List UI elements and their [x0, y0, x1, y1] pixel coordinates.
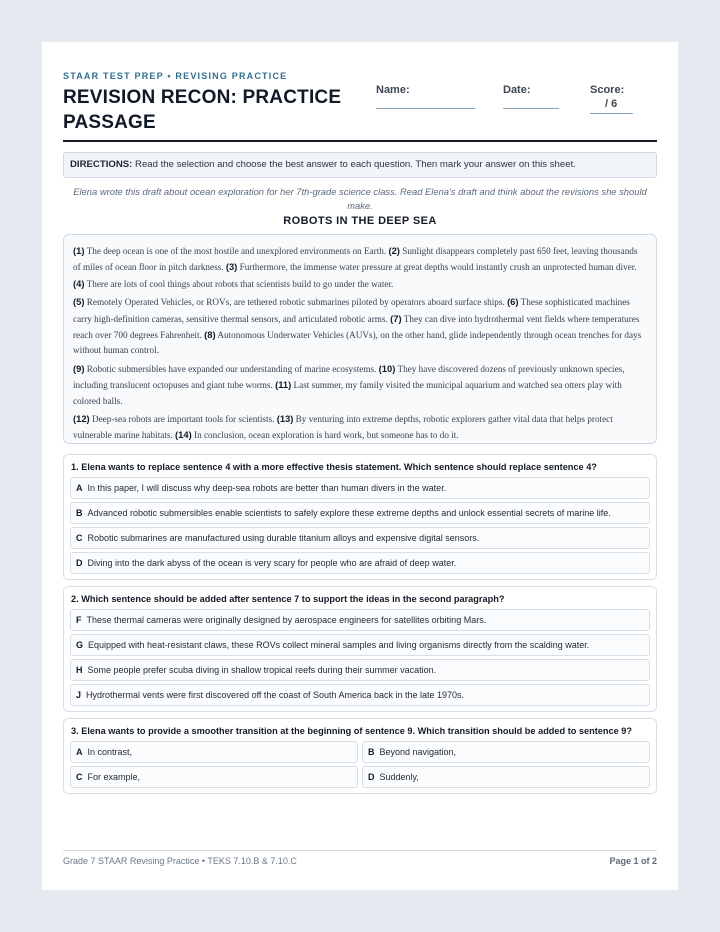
- option-text: For example,: [87, 772, 141, 782]
- score-field[interactable]: [590, 84, 625, 110]
- paragraph-2: [73, 294, 647, 359]
- sentence-number: (4): [73, 277, 85, 289]
- option-letter: B: [76, 508, 83, 518]
- option-row: [70, 741, 650, 766]
- sentence-number: (1): [73, 245, 85, 256]
- answer-option-d[interactable]: [362, 766, 650, 788]
- option-letter: D: [368, 772, 375, 782]
- passage-title: ROBOTS IN THE DEEP SEA: [283, 215, 437, 227]
- sentence-number: (5): [73, 296, 85, 308]
- paragraph-1: [73, 243, 647, 292]
- score-total: / 6: [605, 98, 618, 110]
- header-rule: [63, 140, 657, 142]
- worksheet-page: [42, 42, 678, 890]
- option-row: [70, 766, 650, 788]
- answer-option-b[interactable]: [70, 502, 650, 524]
- option-letter: C: [76, 772, 83, 782]
- sentence-number: (12): [73, 413, 90, 425]
- footer-rule: [63, 850, 657, 851]
- sentence-text: Autonomous Underwater Vehicles (AUVs), on the other hand, glide independently through ocean trenches for days without human control.: [73, 330, 642, 356]
- question-2: [63, 586, 657, 712]
- sentence-text: They have discovered dozens of previously unknown species, including translucent octopuses and giant tube worms.: [73, 363, 625, 391]
- option-letter: J: [76, 690, 82, 700]
- answer-option-a[interactable]: [70, 741, 358, 763]
- page-title: REVISION RECON: PRACTICE PASSAGE: [63, 87, 342, 133]
- option-text: Some people prefer scuba diving in shallow tropical reefs during their summer vacation.: [87, 665, 437, 675]
- sentence-number: (14): [175, 429, 192, 441]
- option-letter: B: [368, 747, 375, 757]
- name-line[interactable]: [376, 108, 475, 109]
- answer-option-c[interactable]: [70, 527, 650, 549]
- sentence-number: (3): [225, 261, 238, 273]
- answer-option-a[interactable]: [70, 477, 650, 499]
- sentence-text: Deep-sea robots are important tools for scientists.: [91, 414, 275, 425]
- score-line[interactable]: [590, 113, 633, 114]
- option-text: Diving into the dark abyss of the ocean is very scary for people who are afraid of deep water.: [87, 558, 457, 568]
- date-line[interactable]: [503, 108, 559, 109]
- option-text: Beyond navigation,: [379, 747, 457, 757]
- question-text: 1. Elena wants to replace sentence 4 with a more effective thesis statement. Which sentence should replace sentence 4?: [71, 462, 597, 472]
- sentence-text: These sophisticated machines carry high-definition cameras, sensitive thermal sensors, and articulated robotic arms.: [73, 297, 630, 324]
- option-text: Hydrothermal vents were first discovered off the coast of South America back in the late 1970s.: [86, 690, 465, 700]
- sentence-number: (2): [388, 245, 400, 256]
- sentence-number: (7): [390, 312, 402, 324]
- answer-option-j[interactable]: [70, 684, 650, 706]
- answer-option-h[interactable]: [70, 659, 650, 681]
- date-field[interactable]: [503, 84, 531, 96]
- sentence-number: (6): [507, 296, 519, 308]
- sentence-number: (8): [204, 329, 216, 341]
- question-3: [63, 718, 657, 794]
- option-letter: H: [76, 665, 83, 675]
- sentence-text: Remotely Operated Vehicles, or ROVs, are tethered robotic submarines piloted by operators aboard surface ships.: [86, 297, 505, 308]
- sentence-text: Furthermore, the immense water pressure at great depths would instantly crush an unprotected human diver.: [239, 262, 637, 273]
- sentence-text: Robotic submersibles have expanded our understanding of marine ecosystems.: [86, 363, 377, 374]
- option-letter: A: [76, 483, 83, 493]
- sentence-number: (10): [378, 362, 396, 374]
- question-text: 3. Elena wants to provide a smoother transition at the beginning of sentence 9. Which transition should be added to sentence 9?: [71, 726, 633, 736]
- passage-intro: Elena wrote this draft about ocean exploration for her 7th-grade science class. Read Elena's draft and think about the revisions she should make.: [73, 186, 647, 211]
- option-text: In contrast,: [87, 747, 133, 757]
- option-letter: F: [76, 615, 82, 625]
- sentence-text: They can dive into hydrothermal vent fields where temperatures reach over 700 degrees Fahrenheit.: [73, 313, 640, 341]
- score-label: Score:: [590, 84, 625, 96]
- answer-option-b[interactable]: [362, 741, 650, 763]
- option-letter: A: [76, 747, 83, 757]
- directions-text: Read the selection and choose the best answer to each question. Then mark your answer on this sheet.: [135, 159, 576, 170]
- sentence-text: Last summer, my family visited the municipal aquarium and watched sea otters play with colored balls.: [73, 380, 622, 406]
- sentence-text: By venturing into extreme depths, robotic explorers gather vital data that helps protect vulnerable marine habitats.: [73, 414, 613, 441]
- sentence-number: (11): [275, 379, 292, 391]
- sentence-number: (9): [73, 362, 85, 374]
- passage-box: [63, 234, 657, 444]
- footer-info: Grade 7 STAAR Revising Practice • TEKS 7.10.B & 7.10.C: [63, 856, 297, 866]
- option-letter: D: [76, 558, 83, 568]
- option-text: Suddenly,: [379, 772, 419, 782]
- paragraph-3: [73, 361, 647, 409]
- option-text: In this paper, I will discuss why deep-sea robots are better than human divers in the water.: [87, 483, 447, 493]
- option-text: Robotic submarines are manufactured using durable titanium alloys and expensive digital sensors.: [87, 533, 480, 543]
- option-letter: G: [76, 640, 84, 650]
- directions-lead: DIRECTIONS:: [70, 159, 133, 170]
- name-label: Name:: [376, 84, 410, 96]
- sentence-text: In conclusion, ocean exploration is hard work, but someone has to do it.: [194, 430, 459, 441]
- directions-box: [63, 152, 657, 178]
- answer-option-d[interactable]: [70, 552, 650, 574]
- sentence-number: (13): [276, 413, 294, 425]
- sentence-text: There are lots of cool things about robots that scientists build to go under the water.: [86, 278, 394, 289]
- question-1: [63, 454, 657, 580]
- answer-option-c[interactable]: [70, 766, 358, 788]
- option-text: Equipped with heat-resistant claws, these ROVs collect mineral samples and living organisms directly from the scalding water.: [88, 640, 590, 650]
- answer-option-f[interactable]: [70, 609, 650, 631]
- date-label: Date:: [503, 84, 531, 96]
- option-text: These thermal cameras were originally designed by aerospace engineers for satellites orbiting Mars.: [86, 615, 487, 625]
- paragraph-4: [73, 411, 647, 444]
- eyebrow-label: STAAR TEST PREP • REVISING PRACTICE: [63, 71, 288, 81]
- question-text: 2. Which sentence should be added after sentence 7 to support the ideas in the second paragraph?: [71, 594, 505, 604]
- sentence-text: Sunlight disappears completely past 650 feet, leaving thousands of miles of ocean floor in pitch darkness.: [73, 246, 638, 273]
- answer-option-g[interactable]: [70, 634, 650, 656]
- option-text: Advanced robotic submersibles enable scientists to safely explore these extreme depths and unlock essential secrets of marine life.: [87, 508, 611, 518]
- sentence-text: The deep ocean is one of the most hostile and unexplored environments on Earth.: [86, 246, 387, 256]
- name-field[interactable]: [376, 84, 410, 96]
- option-letter: C: [76, 533, 83, 543]
- page-number: Page 1 of 2: [609, 856, 657, 866]
